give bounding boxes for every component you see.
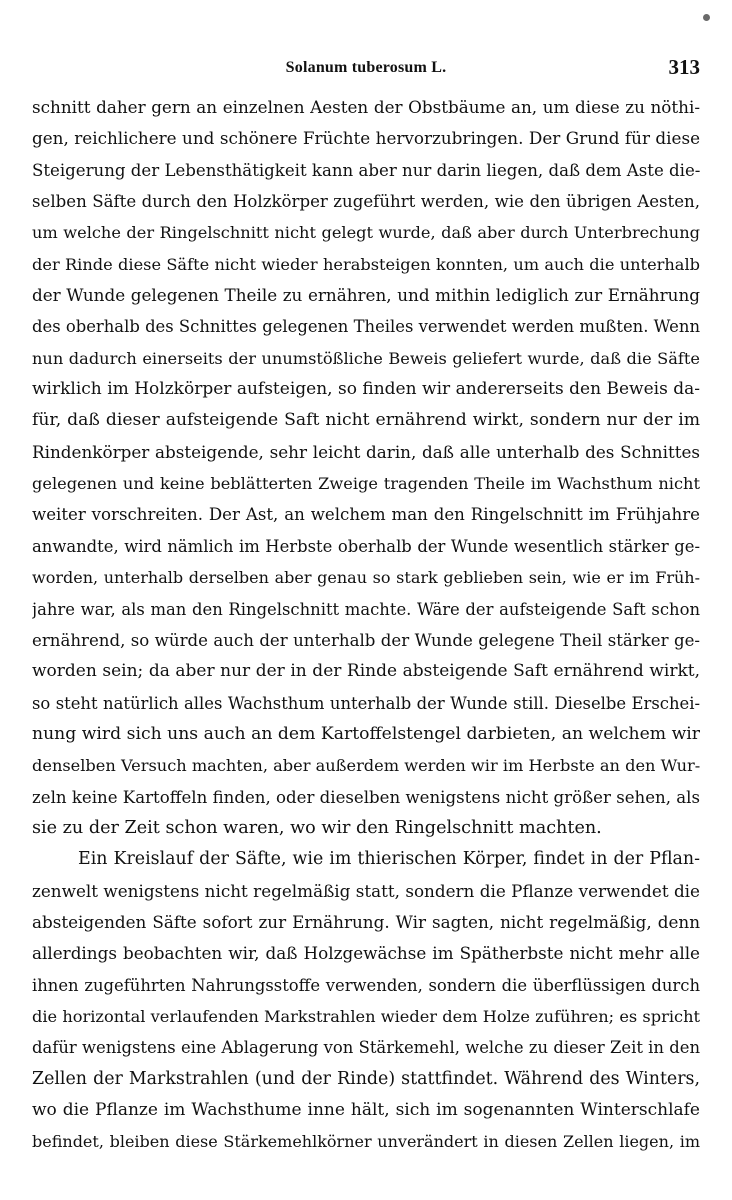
text-line: Ein Kreislauf der Säfte, wie im thierischen Körper, findet in der Pflan-: [78, 849, 700, 870]
paragraph: [32, 844, 700, 1157]
paragraph: [32, 92, 700, 844]
text-line: worden sein; da aber nur der in der Rinde absteigende Saft ernährend wirkt,: [32, 661, 700, 682]
text-line: gelegenen und keine beblätterten Zweige tragenden Theile im Wachsthum nicht: [32, 474, 700, 494]
text-line: zeln keine Kartoffeln finden, oder dieselben wenigstens nicht größer sehen, als: [32, 787, 700, 807]
text-line: ernährend, so würde auch der unterhalb der Wunde gelegene Theil stärker ge-: [32, 630, 700, 650]
text-line: allerdings beobachten wir, daß Holzgewächse im Spätherbste nicht mehr alle: [32, 943, 700, 964]
text-line: so steht natürlich alles Wachsthum unterhalb der Wunde still. Dieselbe Erschei-: [32, 693, 700, 713]
text-line: der Wunde gelegenen Theile zu ernähren, und mithin lediglich zur Ernährung: [32, 285, 700, 306]
text-line: nung wird sich uns auch an dem Kartoffelstengel darbieten, an welchem wir: [32, 723, 700, 744]
text-line: zenwelt wenigstens nicht regelmäßig statt, sondern die Pflanze verwendet die: [32, 880, 700, 901]
text-line: Zellen der Markstrahlen (und der Rinde) stattfindet. Während des Winters,: [32, 1068, 700, 1089]
text-line: Steigerung der Lebensthätigkeit kann aber nur darin liegen, daß dem Aste die-: [32, 160, 700, 180]
text-line: schnitt daher gern an einzelnen Aesten der Obstbäume an, um diese zu nöthi-: [32, 97, 700, 117]
paper-speck: [703, 14, 710, 21]
text-line: des oberhalb des Schnittes gelegenen Theiles verwendet werden mußten. Wenn: [32, 317, 700, 337]
text-line: wo die Pflanze im Wachsthume inne hält, sich im sogenannten Winterschlafe: [32, 1100, 700, 1120]
text-line: wirklich im Holzkörper aufsteigen, so finden wir andererseits den Beweis da-: [32, 379, 700, 400]
text-line: anwandte, wird nämlich im Herbste oberhalb der Wunde wesentlich stärker ge-: [32, 536, 700, 556]
text-line: selben Säfte durch den Holzkörper zugeführt werden, wie den übrigen Aesten,: [32, 192, 700, 212]
text-line: worden, unterhalb derselben aber genau so stark geblieben sein, wie er im Früh-: [32, 568, 700, 588]
text-line: weiter vorschreiten. Der Ast, an welchem man den Ringelschnitt im Frühjahre: [32, 505, 700, 525]
text-line: dafür wenigstens eine Ablagerung von Stärkemehl, welche zu dieser Zeit in den: [32, 1038, 700, 1058]
text-line: denselben Versuch machten, aber außerdem werden wir im Herbste an den Wur-: [32, 756, 700, 776]
text-line: Rindenkörper absteigende, sehr leicht darin, daß alle unterhalb des Schnittes: [32, 441, 700, 462]
text-line: für, daß dieser aufsteigende Saft nicht ernährend wirkt, sondern nur der im: [32, 410, 700, 431]
text-line: nun dadurch einerseits der unumstößliche Beweis geliefert wurde, daß die Säfte: [32, 348, 700, 368]
running-title: Solanum tuberosum L.: [285, 59, 447, 76]
text-line: gen, reichlichere und schönere Früchte hervorzubringen. Der Grund für diese: [32, 128, 700, 149]
text-line: die horizontal verlaufenden Markstrahlen wieder dem Holze zuführen; es spricht: [32, 1006, 700, 1026]
page-header: [32, 55, 700, 85]
text-line: jahre war, als man den Ringelschnitt machte. Wäre der aufsteigende Saft schon: [32, 599, 700, 619]
text-line: ihnen zugeführten Nahrungsstoffe verwenden, sondern die überflüssigen durch: [32, 975, 700, 995]
text-line: sie zu der Zeit schon waren, wo wir den Ringelschnitt machten.: [32, 817, 602, 838]
text-line: um welche der Ringelschnitt nicht gelegt wurde, daß aber durch Unterbrechung: [32, 223, 700, 243]
body-text: [32, 92, 700, 1158]
page-number: 313: [668, 55, 700, 79]
text-line: befindet, bleiben diese Stärkemehlkörner unverändert in diesen Zellen liegen, im: [32, 1132, 700, 1152]
text-line: absteigenden Säfte sofort zur Ernährung. Wir sagten, nicht regelmäßig, denn: [32, 911, 700, 932]
text-line: der Rinde diese Säfte nicht wieder herabsteigen konnten, um auch die unterhalb: [32, 254, 700, 274]
